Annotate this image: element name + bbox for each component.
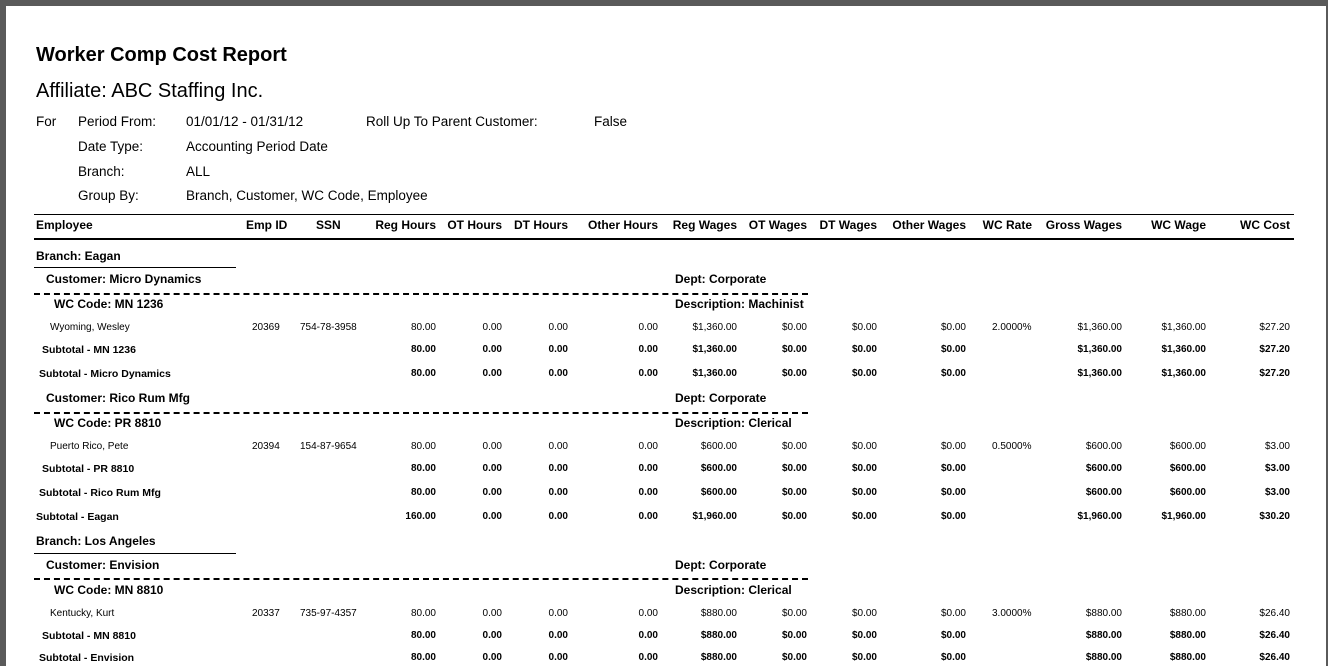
cell-reg-wages: $880.00 [700, 652, 737, 663]
cell-reg-hours: 80.00 [410, 487, 436, 498]
cell-dt-hours: 0.00 [548, 511, 568, 522]
cell-dt-wages: $0.00 [851, 368, 877, 379]
cell-other-hours: 0.00 [638, 322, 658, 333]
dept-label: Dept: Corporate [675, 558, 767, 572]
cell-wc-rate: 3.0000% [992, 608, 1032, 619]
cell-other-hours: 0.00 [638, 652, 658, 663]
cell-reg-hours: 80.00 [410, 322, 436, 333]
cell-wc-cost: $26.40 [1259, 630, 1290, 641]
cell-ot-wages: $0.00 [781, 344, 807, 355]
groupby-label: Group By: [78, 188, 139, 203]
cell-ot-hours: 0.00 [482, 322, 502, 333]
cell-ssn: 754-78-3958 [300, 322, 357, 333]
cell-wc-wage: $1,360.00 [1161, 368, 1206, 379]
cell-wc-cost: $26.40 [1259, 652, 1290, 663]
subtotal-label: Subtotal - MN 8810 [42, 630, 136, 642]
cell-ot-wages: $0.00 [781, 368, 807, 379]
col-wc-wage: WC Wage [1151, 218, 1206, 232]
subtotal-label: Subtotal - MN 1236 [42, 344, 136, 356]
customer-divider [34, 412, 808, 414]
cell-dt-hours: 0.00 [548, 608, 568, 619]
cell-other-hours: 0.00 [638, 463, 658, 474]
cell-dt-wages: $0.00 [851, 344, 877, 355]
cell-wc-cost: $27.20 [1259, 344, 1290, 355]
cell-reg-wages: $1,360.00 [692, 322, 737, 333]
rollup-label: Roll Up To Parent Customer: [366, 114, 538, 129]
cell-dt-wages: $0.00 [851, 322, 877, 333]
cell-ssn: 735-97-4357 [300, 608, 357, 619]
cell-wc-wage: $880.00 [1169, 608, 1206, 619]
col-gross-wages: Gross Wages [1045, 218, 1122, 232]
cell-emp-id: 20337 [252, 608, 280, 619]
cell-other-hours: 0.00 [638, 511, 658, 522]
header-top-rule [34, 214, 1294, 215]
cell-ot-wages: $0.00 [781, 608, 807, 619]
cell-ot-hours: 0.00 [482, 511, 502, 522]
period-value: 01/01/12 - 01/31/12 [186, 114, 304, 129]
cell-gross-wages: $1,360.00 [1077, 322, 1122, 333]
cell-emp-id: 20369 [252, 322, 280, 333]
cell-gross-wages: $880.00 [1085, 608, 1122, 619]
cell-dt-wages: $0.00 [851, 652, 877, 663]
col-wc-cost: WC Cost [1240, 218, 1290, 232]
cell-ot-wages: $0.00 [781, 322, 807, 333]
cell-dt-hours: 0.00 [548, 441, 568, 452]
cell-wc-wage: $1,360.00 [1161, 344, 1206, 355]
cell-wc-rate: 0.5000% [992, 441, 1032, 452]
employee-name: Kentucky, Kurt [50, 608, 115, 619]
cell-reg-hours: 80.00 [410, 608, 436, 619]
cell-wc-cost: $26.40 [1259, 608, 1290, 619]
col-other-wages: Other Wages [892, 218, 966, 232]
cell-ot-hours: 0.00 [482, 344, 502, 355]
branch-value: ALL [186, 164, 211, 179]
cell-gross-wages: $600.00 [1085, 441, 1122, 452]
cell-wc-wage: $600.00 [1169, 441, 1206, 452]
cell-reg-hours: 80.00 [410, 463, 436, 474]
cell-ot-wages: $0.00 [781, 652, 807, 663]
subtotal-label: Subtotal - Eagan [36, 511, 119, 523]
header-bottom-rule [34, 238, 1294, 240]
cell-wc-rate: 2.0000% [992, 322, 1032, 333]
wc-description: Description: Machinist [675, 297, 804, 311]
cell-wc-cost: $30.20 [1259, 511, 1290, 522]
cell-other-wages: $0.00 [940, 608, 966, 619]
cell-other-wages: $0.00 [940, 441, 966, 452]
customer-header: Customer: Envision [46, 558, 160, 572]
cell-reg-hours: 80.00 [410, 368, 436, 379]
cell-wc-wage: $880.00 [1169, 630, 1206, 641]
cell-other-wages: $0.00 [940, 322, 966, 333]
dept-label: Dept: Corporate [675, 272, 767, 286]
wc-code-header: WC Code: MN 1236 [54, 297, 164, 311]
cell-ot-wages: $0.00 [781, 511, 807, 522]
cell-gross-wages: $600.00 [1085, 463, 1122, 474]
branch-underline [34, 553, 236, 554]
cell-other-wages: $0.00 [940, 630, 966, 641]
col-ssn: SSN [316, 218, 341, 232]
col-dt-wages: DT Wages [819, 218, 877, 232]
wc-description: Description: Clerical [675, 583, 792, 597]
subtotal-label: Subtotal - Rico Rum Mfg [39, 487, 161, 499]
cell-other-wages: $0.00 [940, 344, 966, 355]
wc-description: Description: Clerical [675, 416, 792, 430]
col-employee: Employee [36, 218, 93, 232]
cell-ot-hours: 0.00 [482, 630, 502, 641]
branch-underline [34, 267, 236, 268]
col-reg-wages: Reg Wages [672, 218, 737, 232]
cell-ot-hours: 0.00 [482, 608, 502, 619]
wc-code-header: WC Code: PR 8810 [54, 416, 162, 430]
col-wc-rate: WC Rate [982, 218, 1032, 232]
cell-other-hours: 0.00 [638, 344, 658, 355]
employee-name: Wyoming, Wesley [50, 322, 130, 333]
cell-wc-cost: $3.00 [1264, 487, 1290, 498]
cell-wc-wage: $600.00 [1169, 487, 1206, 498]
cell-wc-wage: $1,960.00 [1161, 511, 1206, 522]
cell-gross-wages: $880.00 [1085, 652, 1122, 663]
subtotal-label: Subtotal - PR 8810 [42, 463, 135, 475]
cell-other-wages: $0.00 [940, 652, 966, 663]
period-label: Period From: [78, 114, 157, 129]
cell-reg-hours: 80.00 [410, 344, 436, 355]
groupby-value: Branch, Customer, WC Code, Employee [186, 188, 428, 203]
cell-reg-wages: $600.00 [700, 463, 737, 474]
cell-reg-wages: $1,960.00 [692, 511, 737, 522]
cell-dt-hours: 0.00 [548, 652, 568, 663]
branch-header: Branch: Los Angeles [36, 534, 156, 548]
for-label: For [36, 114, 57, 129]
cell-reg-hours: 160.00 [405, 511, 436, 522]
wc-code-header: WC Code: MN 8810 [54, 583, 164, 597]
cell-gross-wages: $1,360.00 [1077, 344, 1122, 355]
cell-dt-hours: 0.00 [548, 368, 568, 379]
cell-reg-hours: 80.00 [410, 652, 436, 663]
cell-other-hours: 0.00 [638, 630, 658, 641]
cell-dt-wages: $0.00 [851, 608, 877, 619]
cell-ot-hours: 0.00 [482, 652, 502, 663]
col-emp-id: Emp ID [246, 218, 288, 232]
customer-divider [34, 578, 808, 580]
cell-other-hours: 0.00 [638, 368, 658, 379]
affiliate-name: Affiliate: ABC Staffing Inc. [36, 80, 264, 102]
cell-reg-wages: $1,360.00 [692, 368, 737, 379]
cell-ot-wages: $0.00 [781, 630, 807, 641]
cell-other-hours: 0.00 [638, 441, 658, 452]
cell-gross-wages: $1,960.00 [1077, 511, 1122, 522]
cell-other-wages: $0.00 [940, 368, 966, 379]
cell-dt-hours: 0.00 [548, 463, 568, 474]
customer-header: Customer: Rico Rum Mfg [46, 391, 190, 405]
cell-gross-wages: $600.00 [1085, 487, 1122, 498]
cell-other-hours: 0.00 [638, 487, 658, 498]
cell-reg-wages: $600.00 [700, 487, 737, 498]
cell-reg-hours: 80.00 [410, 630, 436, 641]
cell-reg-hours: 80.00 [410, 441, 436, 452]
cell-reg-wages: $1,360.00 [692, 344, 737, 355]
col-reg-hours: Reg Hours [375, 218, 436, 232]
cell-wc-wage: $880.00 [1169, 652, 1206, 663]
cell-wc-wage: $600.00 [1169, 463, 1206, 474]
cell-dt-hours: 0.00 [548, 487, 568, 498]
cell-dt-wages: $0.00 [851, 487, 877, 498]
col-other-hours: Other Hours [587, 218, 658, 232]
subtotal-label: Subtotal - Envision [39, 652, 135, 664]
cell-reg-wages: $600.00 [700, 441, 737, 452]
customer-divider [34, 293, 808, 295]
cell-dt-hours: 0.00 [548, 322, 568, 333]
report-title: Worker Comp Cost Report [36, 44, 287, 66]
customer-header: Customer: Micro Dynamics [46, 272, 202, 286]
cell-wc-cost: $3.00 [1264, 441, 1290, 452]
cell-ot-hours: 0.00 [482, 487, 502, 498]
cell-gross-wages: $1,360.00 [1077, 368, 1122, 379]
dept-label: Dept: Corporate [675, 391, 767, 405]
datetype-value: Accounting Period Date [186, 139, 328, 154]
branch-label: Branch: [78, 164, 125, 179]
cell-gross-wages: $880.00 [1085, 630, 1122, 641]
cell-emp-id: 20394 [252, 441, 280, 452]
datetype-label: Date Type: [78, 139, 144, 154]
cell-wc-cost: $27.20 [1259, 368, 1290, 379]
report-page [6, 6, 1326, 666]
cell-other-hours: 0.00 [638, 608, 658, 619]
cell-dt-hours: 0.00 [548, 344, 568, 355]
col-ot-hours: OT Hours [447, 218, 502, 232]
cell-reg-wages: $880.00 [700, 630, 737, 641]
cell-dt-wages: $0.00 [851, 511, 877, 522]
branch-header: Branch: Eagan [36, 249, 121, 263]
cell-dt-wages: $0.00 [851, 441, 877, 452]
cell-wc-cost: $27.20 [1259, 322, 1290, 333]
cell-ot-hours: 0.00 [482, 441, 502, 452]
rollup-value: False [594, 114, 628, 129]
cell-dt-hours: 0.00 [548, 630, 568, 641]
cell-ssn: 154-87-9654 [300, 441, 357, 452]
cell-other-wages: $0.00 [940, 463, 966, 474]
col-ot-wages: OT Wages [748, 218, 807, 232]
cell-wc-cost: $3.00 [1264, 463, 1290, 474]
cell-wc-wage: $1,360.00 [1161, 322, 1206, 333]
cell-dt-wages: $0.00 [851, 630, 877, 641]
cell-other-wages: $0.00 [940, 511, 966, 522]
employee-name: Puerto Rico, Pete [50, 441, 129, 452]
cell-ot-wages: $0.00 [781, 441, 807, 452]
cell-reg-wages: $880.00 [700, 608, 737, 619]
subtotal-label: Subtotal - Micro Dynamics [39, 368, 171, 380]
cell-ot-hours: 0.00 [482, 463, 502, 474]
cell-ot-wages: $0.00 [781, 487, 807, 498]
cell-ot-hours: 0.00 [482, 368, 502, 379]
cell-dt-wages: $0.00 [851, 463, 877, 474]
cell-other-wages: $0.00 [940, 487, 966, 498]
col-dt-hours: DT Hours [514, 218, 568, 232]
cell-ot-wages: $0.00 [781, 463, 807, 474]
